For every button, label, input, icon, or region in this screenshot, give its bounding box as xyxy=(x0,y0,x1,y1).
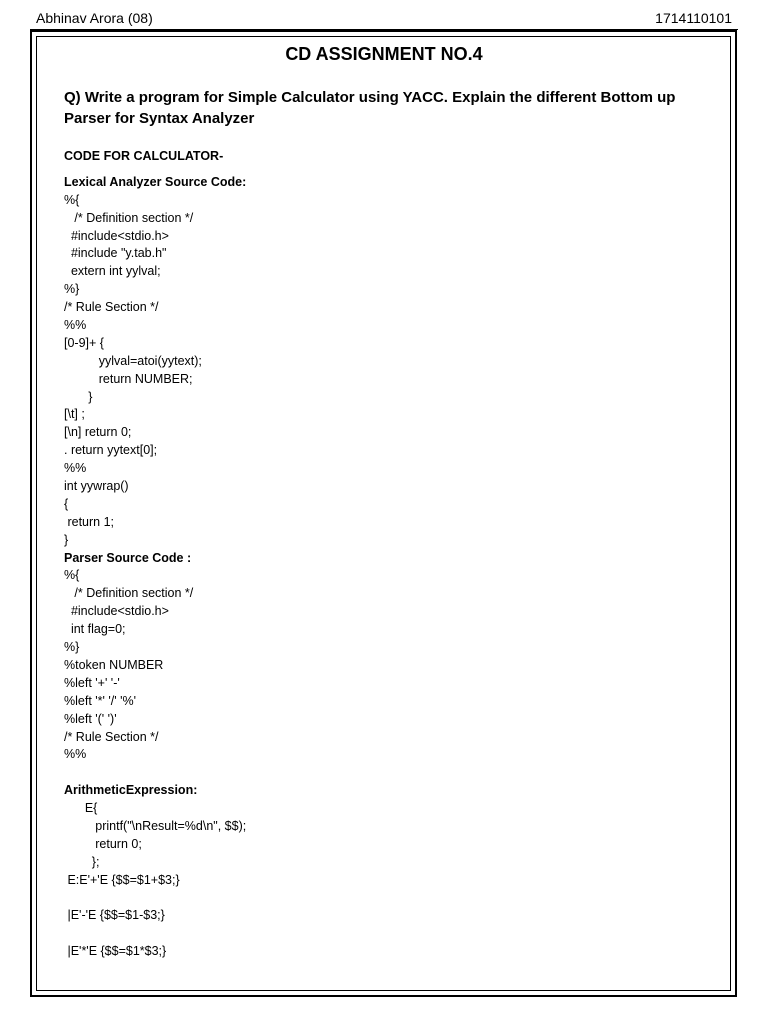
code-line: %} xyxy=(64,282,80,297)
header-author: Abhinav Arora (08) xyxy=(36,10,153,26)
code-line: return NUMBER; xyxy=(64,371,193,386)
code-line: printf("\nResult=%d\n", $$); xyxy=(64,818,247,833)
document-body xyxy=(64,148,714,961)
code-line: #include<stdio.h> xyxy=(64,228,169,243)
code-line: ArithmeticExpression: xyxy=(64,783,198,798)
code-line: #include<stdio.h> xyxy=(64,604,169,619)
code-line: /* Rule Section */ xyxy=(64,300,159,315)
spacer xyxy=(64,166,714,174)
code-line: { xyxy=(64,496,69,511)
code-line: /* Rule Section */ xyxy=(64,729,159,744)
code-line: [0-9]+ { xyxy=(64,335,104,350)
code-line: #include "y.tab.h" xyxy=(64,246,167,261)
question-text: Q) Write a program for Simple Calculator using YACC. Explain the different Bottom up Parser for Syntax Analyzer xyxy=(64,89,676,127)
code-line: |E'-'E {$$=$1-$3;} xyxy=(64,908,165,923)
code-line xyxy=(64,764,714,782)
code-line: int flag=0; xyxy=(64,622,126,637)
parser-heading: Parser Source Code : xyxy=(64,550,192,565)
code-line: %% xyxy=(64,318,87,333)
code-line: /* Definition section */ xyxy=(64,210,194,225)
code-line: %left '+' '-' xyxy=(64,675,120,690)
code-line: %token NUMBER xyxy=(64,657,164,672)
code-line xyxy=(64,890,714,908)
code-line: %left '*' '/' '%' xyxy=(64,693,136,708)
code-line xyxy=(64,925,714,943)
lexical-code-block xyxy=(64,192,714,550)
code-line: return 1; xyxy=(64,514,115,529)
code-line: return 0; xyxy=(64,836,142,851)
code-line: %{ xyxy=(64,568,80,583)
code-line: %{ xyxy=(64,192,80,207)
code-line: } xyxy=(64,389,93,404)
code-line: }; xyxy=(64,854,100,869)
code-line: %% xyxy=(64,747,87,762)
code-line: int yywrap() xyxy=(64,479,129,494)
code-line: %left '(' ')' xyxy=(64,711,117,726)
code-line: /* Definition section */ xyxy=(64,586,194,601)
parser-code-block xyxy=(64,567,714,961)
code-line: extern int yylval; xyxy=(64,264,161,279)
code-line: [\t] ; xyxy=(64,407,85,422)
code-line: } xyxy=(64,532,69,547)
code-line: |E'*'E {$$=$1*$3;} xyxy=(64,944,167,959)
code-line: E{ xyxy=(64,801,98,816)
code-line: E:E'+'E {$$=$1+$3;} xyxy=(64,872,180,887)
lexical-heading: Lexical Analyzer Source Code: xyxy=(64,174,247,189)
header-roll-number: 1714110101 xyxy=(655,10,732,26)
code-line: %} xyxy=(64,640,80,655)
code-line: %% xyxy=(64,461,87,476)
code-line: yylval=atoi(yytext); xyxy=(64,353,202,368)
page-title: CD ASSIGNMENT NO.4 xyxy=(285,44,483,64)
code-line: [\n] return 0; xyxy=(64,425,132,440)
code-heading: CODE FOR CALCULATOR- xyxy=(64,149,224,163)
code-line: . return yytext[0]; xyxy=(64,443,158,458)
